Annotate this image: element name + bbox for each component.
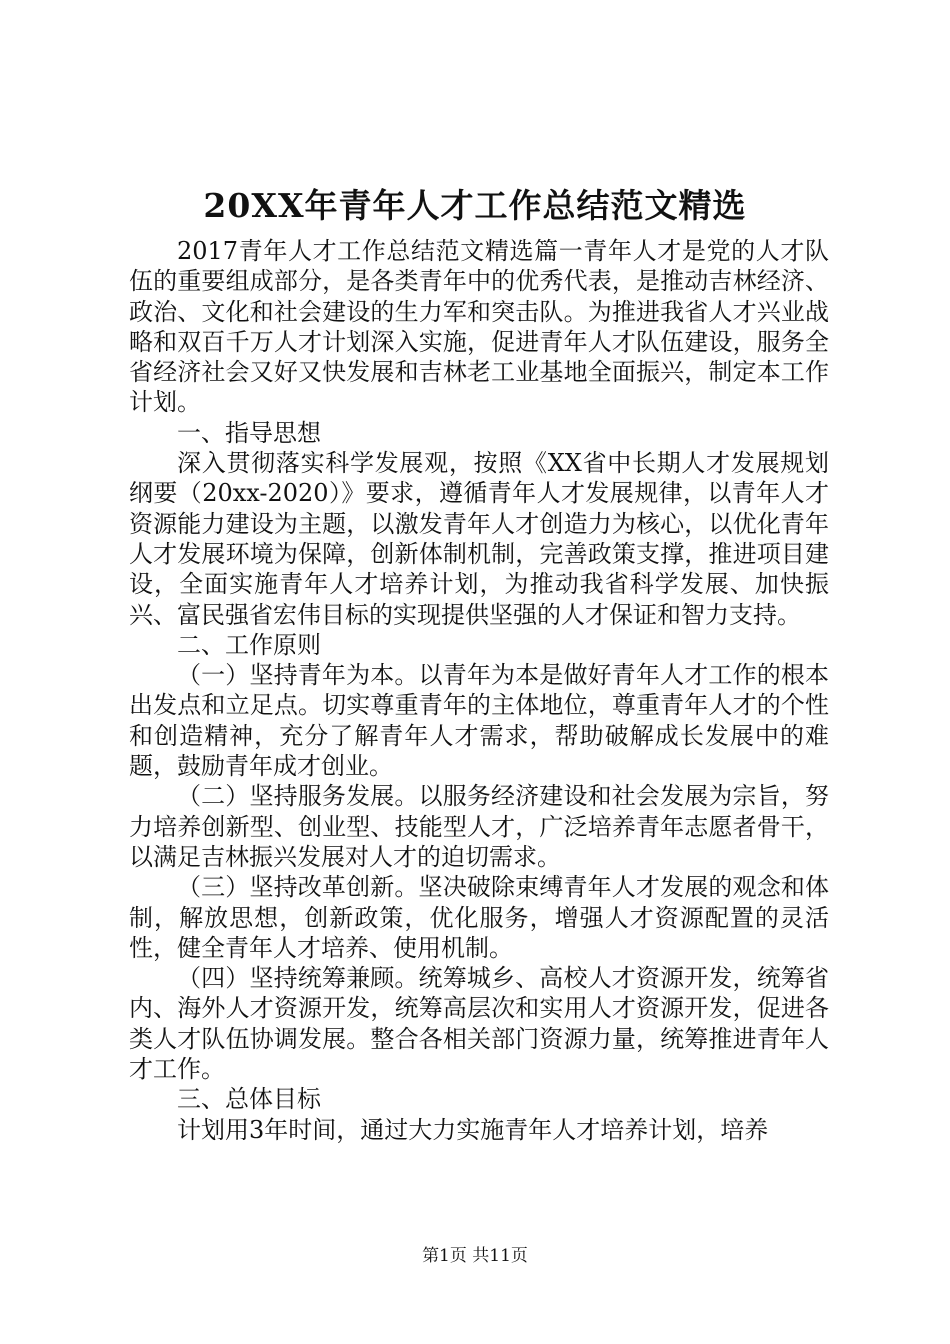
paragraph-principle-4: （四）坚持统筹兼顾。统筹城乡、高校人才资源开发，统筹省内、海外人才资源开发，统筹高层次和实用人才资源开发，促进各类人才队伍协调发展。整合各相关部门资源力量，统筹推进青年人才工作。 — [129, 964, 829, 1084]
page-number-footer: 第1页 共11页 — [422, 1246, 528, 1266]
document-title: 20XX年青年人才工作总结范文精选 — [203, 186, 747, 225]
paragraph-principle-3: （三）坚持改革创新。坚决破除束缚青年人才发展的观念和体制，解放思想，创新政策，优化服务，增强人才资源配置的灵活性，健全青年人才培养、使用机制。 — [129, 873, 829, 962]
section-heading-overall-goals: 三、总体目标 — [177, 1085, 321, 1114]
paragraph-principle-2: （二）坚持服务发展。以服务经济建设和社会发展为宗旨，努力培养创新型、创业型、技能型人才，广泛培养青年志愿者骨干，以满足吉林振兴发展对人才的迫切需求。 — [129, 782, 829, 871]
paragraph-intro: 2017青年人才工作总结范文精选篇一青年人才是党的人才队伍的重要组成部分，是各类青年中的优秀代表，是推动吉林经济、政治、文化和社会建设的生力军和突击队。为推进我省人才兴业战略和双百千万人才计划深入实施，促进青年人才队伍建设，服务全省经济社会又好又快发展和吉林老工业基地全面振兴，制定本工作计划。 — [129, 237, 829, 417]
paragraph-guiding-ideology: 深入贯彻落实科学发展观，按照《XX省中长期人才发展规划纲要（20xx-2020）》要求，遵循青年人才发展规律，以青年人才资源能力建设为主题，以激发青年人才创造力为核心，以优化青年人才发展环境为保障，创新体制机制，完善政策支撑，推进项目建设，全面实施青年人才培养计划，为推动我省科学发展、加快振兴、富民强省宏伟目标的实现提供坚强的人才保证和智力支持。 — [129, 449, 829, 629]
section-heading-guiding-ideology: 一、指导思想 — [177, 418, 321, 447]
document-body — [129, 236, 829, 1145]
section-heading-work-principles: 二、工作原则 — [177, 630, 321, 659]
paragraph-principle-1: （一）坚持青年为本。以青年为本是做好青年人才工作的根本出发点和立足点。切实尊重青年的主体地位，尊重青年人才的个性和创造精神，充分了解青年人才需求，帮助破解成长发展中的难题，鼓励青年成才创业。 — [129, 661, 829, 781]
paragraph-overall-goals: 计划用3年时间，通过大力实施青年人才培养计划，培养 — [177, 1115, 769, 1144]
